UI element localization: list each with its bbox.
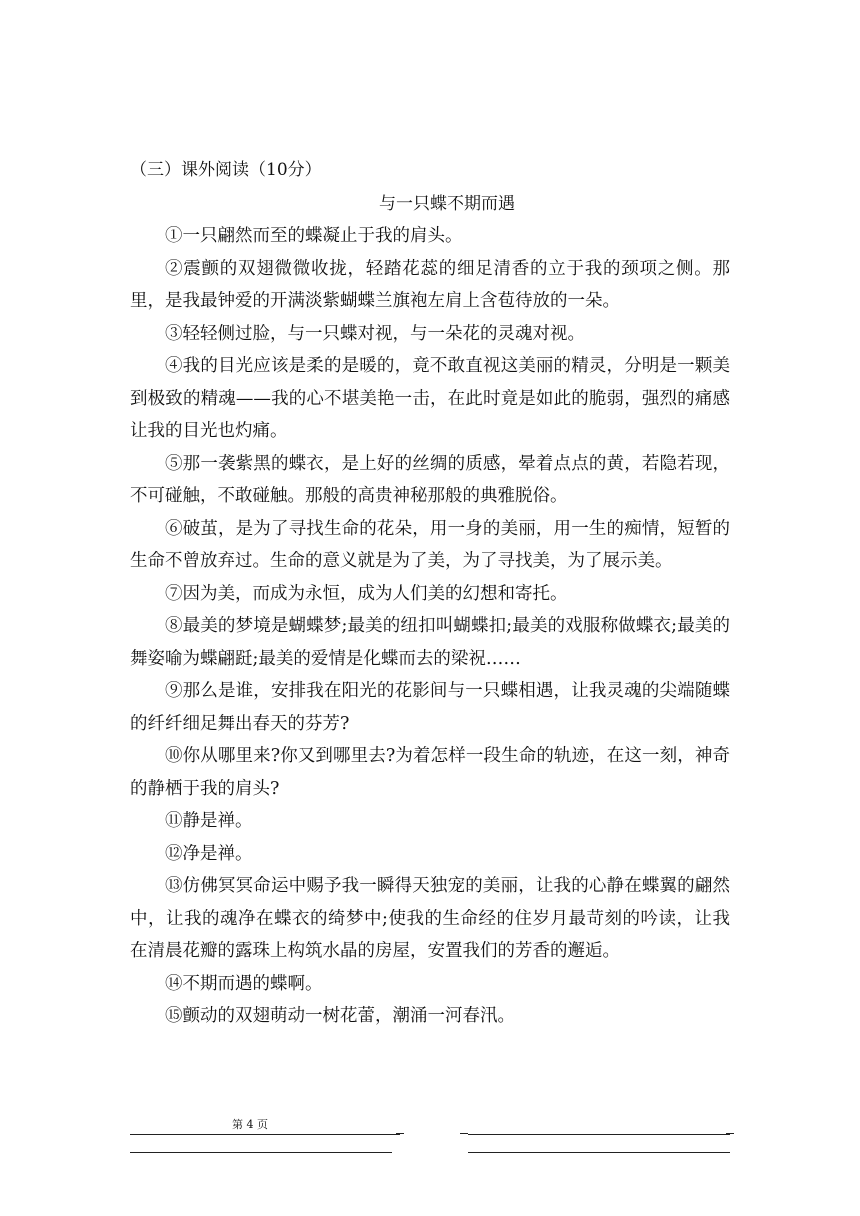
paragraph-8: ⑧最美的梦境是蝴蝶梦;最美的纽扣叫蝴蝶扣;最美的戏服称做蝶衣;最美的舞姿喻为蝶翩跹;最美的爱情是化蝶而去的梁祝…… [130,616,730,669]
footer-rule-left-upper [130,1134,400,1135]
section-heading: （三）课外阅读（10分） [130,160,322,180]
paragraph-9: ⑨那么是谁，安排我在阳光的花影间与一只蝶相遇，让我灵魂的尖端随蝶的纤纤细足舞出春天的芬芳? [130,681,730,734]
paragraph-14: ⑭不期而遇的蝶啊。 [165,973,323,994]
paragraph-5: ⑤那一袭紫黑的蝶衣，是上好的丝绸的质感，晕着点点的黄，若隐若现，不可碰触，不敢碰触。那般的高贵神秘那般的典雅脱俗。 [130,453,730,506]
paragraph-7: ⑦因为美，而成为永恒，成为人们美的幻想和寄托。 [165,583,568,604]
paragraph-11: ⑪静是禅。 [165,811,253,831]
footer-rule-tick [460,1133,468,1134]
paragraph-1: ①一只翩然而至的蝶凝止于我的肩头。 [165,226,463,246]
paragraph-10: ⑩你从哪里来?你又到哪里去?为着怎样一段生命的轨迹，在这一刻，神奇的静栖于我的肩头? [130,746,730,799]
paragraph-4: ④我的目光应该是柔的是暖的，竟不敢直视这美丽的精灵，分明是一颗美到极致的精魂——我的心不堪美艳一击，在此时竟是如此的脆弱，强烈的痛感让我的目光也灼痛。 [130,356,730,441]
footer-rule-right-upper [468,1134,730,1135]
paragraph-3: ③轻轻侧过脸，与一只蝶对视，与一朵花的灵魂对视。 [165,323,585,344]
footer-rule-tick [726,1133,734,1134]
paragraph-13: ⑬仿佛冥冥命运中赐予我一瞬得天独宠的美丽，让我的心静在蝶翼的翩然中，让我的魂净在蝶衣的绮梦中;使我的生命经的住岁月最苛刻的吟读，让我在清晨花瓣的露珠上构筑水晶的房屋，安置我们的芳香的邂逅。 [130,876,730,961]
footer-rule-tick [396,1133,404,1134]
paragraph-6: ⑥破茧，是为了寻找生命的花朵，用一身的美丽，用一生的痴情，短暂的生命不曾放弃过。生命的意义就是为了美，为了寻找美，为了展示美。 [130,518,730,571]
paragraph-12: ⑫净是禅。 [165,843,253,864]
page-number-label: 第 4 页 [232,1118,268,1131]
footer-rule-left-lower [130,1152,392,1153]
paragraph-15: ⑮颤动的双翅萌动一树花蕾，潮涌一河春汛。 [165,1006,515,1026]
article-body [130,220,730,1033]
footer-rule-right-lower [468,1152,730,1153]
article-title: 与一只蝶不期而遇 [379,194,515,214]
paragraph-2: ②震颤的双翅微微收拢，轻踏花蕊的细足清香的立于我的颈项之侧。那里，是我最钟爱的开满淡紫蝴蝶兰旗袍左肩上含苞待放的一朵。 [130,258,730,311]
